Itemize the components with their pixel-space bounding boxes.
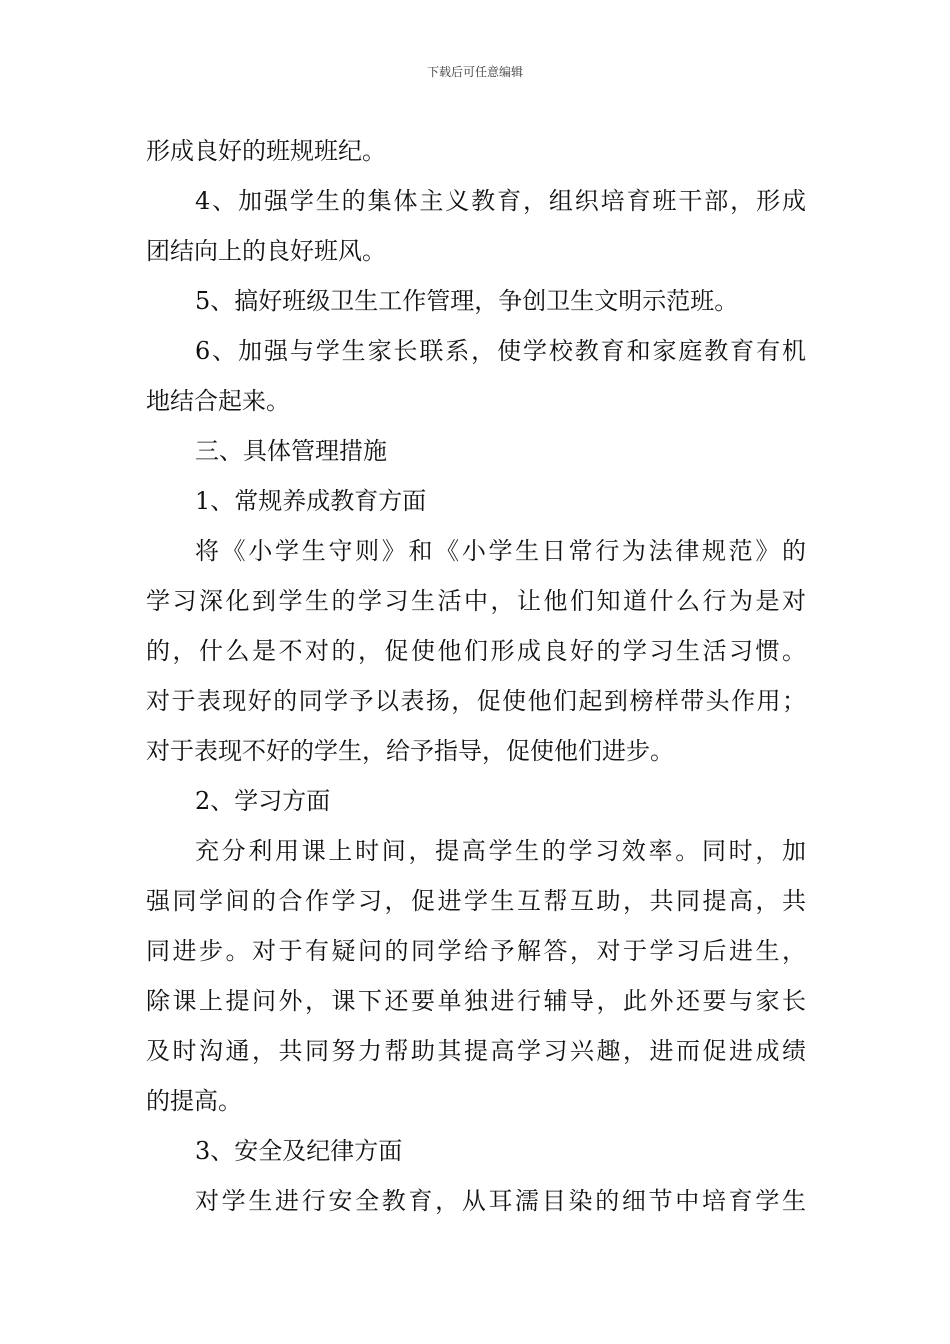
text-line: 对于表现不好的学生，给予指导，促使他们进步。 bbox=[146, 737, 674, 765]
text-line: 地结合起来。 bbox=[146, 387, 290, 415]
text-line: 的提高。 bbox=[146, 1087, 242, 1115]
text-line: 将《小学生守则》和《小学生日常行为法律规范》的 bbox=[195, 537, 806, 565]
text-line: 的，什么是不对的，促使他们形成良好的学习生活习惯。 bbox=[146, 637, 806, 665]
text-line: 三、具体管理措施 bbox=[195, 437, 387, 465]
text-line: 3、安全及纪律方面 bbox=[195, 1137, 403, 1165]
text-line: 5、搞好班级卫生工作管理，争创卫生文明示范班。 bbox=[195, 287, 739, 315]
text-line: 形成良好的班规班纪。 bbox=[146, 137, 386, 165]
document-body bbox=[146, 126, 806, 1226]
text-line: 4、加强学生的集体主义教育，组织培育班干部，形成 bbox=[195, 187, 806, 215]
text-line: 及时沟通，共同努力帮助其提高学习兴趣，进而促进成绩 bbox=[146, 1037, 806, 1065]
text-line: 对于表现好的同学予以表扬，促使他们起到榜样带头作用； bbox=[146, 687, 806, 715]
text-line: 对学生进行安全教育，从耳濡目染的细节中培育学生 bbox=[195, 1187, 806, 1215]
text-line: 强同学间的合作学习，促进学生互帮互助，共同提高，共 bbox=[146, 887, 806, 915]
text-line: 学习深化到学生的学习生活中，让他们知道什么行为是对 bbox=[146, 587, 806, 615]
text-line: 除课上提问外，课下还要单独进行辅导，此外还要与家长 bbox=[146, 987, 806, 1015]
text-line: 团结向上的良好班风。 bbox=[146, 237, 386, 265]
text-line: 充分利用课上时间，提高学生的学习效率。同时，加 bbox=[195, 837, 806, 865]
text-line: 同进步。对于有疑问的同学给予解答，对于学习后进生， bbox=[146, 937, 806, 965]
page-header: 下载后可任意编辑 bbox=[426, 65, 523, 79]
text-line: 2、学习方面 bbox=[195, 787, 331, 815]
text-line: 1、常规养成教育方面 bbox=[195, 487, 427, 515]
text-line: 6、加强与学生家长联系，使学校教育和家庭教育有机 bbox=[195, 337, 806, 365]
